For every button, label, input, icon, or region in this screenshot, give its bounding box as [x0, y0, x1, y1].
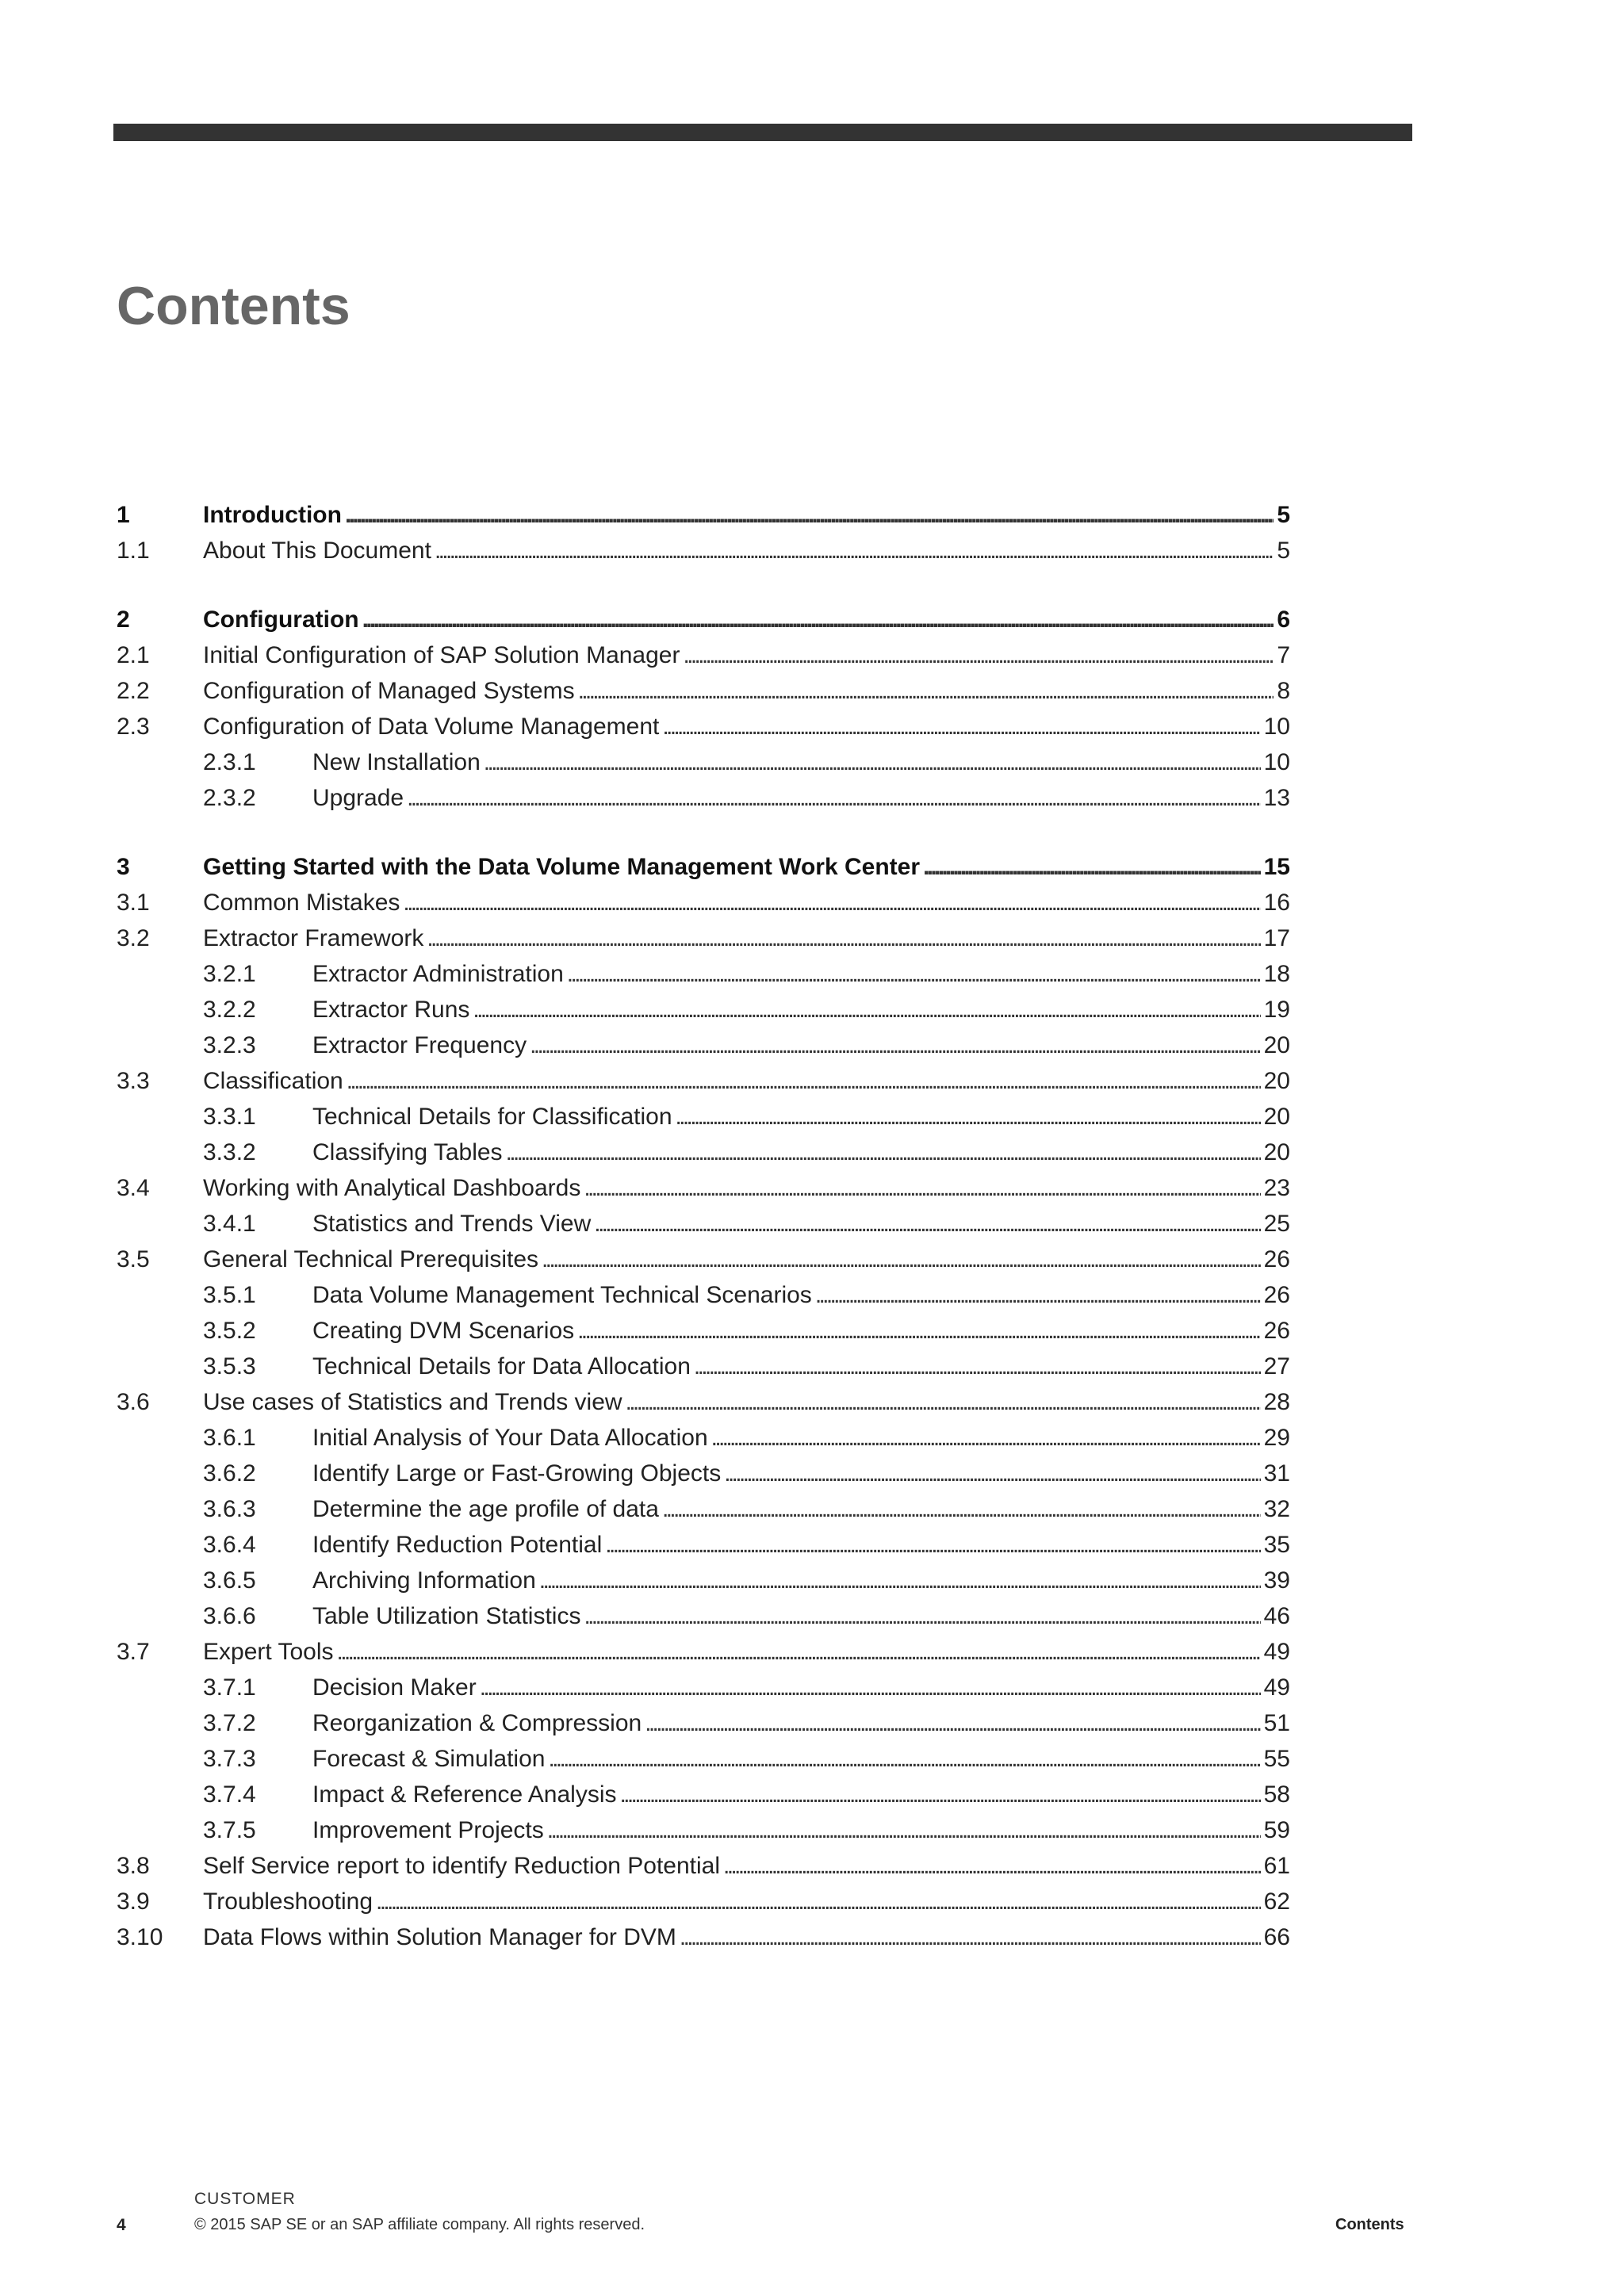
toc-entry-leader-line: [203, 1385, 1290, 1420]
toc-entry-title: Extractor Framework: [203, 925, 424, 951]
toc-entry-number: 3.6.1: [203, 1425, 256, 1451]
toc-entry-page: 25: [1263, 1211, 1290, 1237]
toc-entry-page: 15: [1263, 854, 1290, 880]
toc-dot-leader: [605, 1528, 1260, 1563]
toc-entry-title: Determine the age profile of data: [312, 1496, 659, 1522]
toc-entry-leader-line: [203, 1242, 1290, 1277]
toc-entry[interactable]: [117, 1171, 1290, 1206]
toc-entry[interactable]: [117, 1028, 1290, 1063]
toc-entry-page: 32: [1263, 1496, 1290, 1522]
toc-entry-number: 3.6.3: [203, 1496, 256, 1522]
toc-dot-leader: [645, 1706, 1260, 1741]
toc-entry-page: 20: [1263, 1032, 1290, 1058]
toc-entry-number: 1: [117, 502, 130, 528]
toc-entry-leader-line: [312, 1813, 1290, 1848]
toc-entry-page: 6: [1277, 607, 1290, 633]
toc-entry-leader-line: [203, 498, 1290, 533]
toc-entry-number: 2.3.2: [203, 785, 256, 811]
toc-entry[interactable]: [117, 1813, 1290, 1848]
toc-entry-page: 27: [1263, 1353, 1290, 1380]
toc-entry-leader-line: [312, 1670, 1290, 1705]
toc-dot-leader: [594, 1207, 1260, 1242]
toc-entry-title: Working with Analytical Dashboards: [203, 1175, 581, 1201]
toc-entry[interactable]: [117, 674, 1290, 709]
toc-dot-leader: [724, 1456, 1260, 1491]
toc-entry-number: 3.6.6: [203, 1603, 256, 1629]
toc-entry-leader-line: [312, 1421, 1290, 1456]
toc-entry-page: 10: [1263, 714, 1290, 740]
toc-entry-leader-line: [312, 1207, 1290, 1242]
toc-entry-number: 3.5.2: [203, 1318, 256, 1344]
toc-entry[interactable]: [117, 1777, 1290, 1812]
toc-entry-number: 3.7.5: [203, 1817, 256, 1843]
toc-entry[interactable]: [117, 745, 1290, 780]
toc-entry-leader-line: [203, 710, 1290, 744]
toc-entry[interactable]: [117, 1635, 1290, 1670]
toc-entry-number: 3: [117, 854, 130, 880]
toc-entry[interactable]: [117, 1349, 1290, 1384]
toc-dot-leader: [620, 1777, 1261, 1812]
toc-entry-page: 10: [1263, 749, 1290, 775]
toc-entry-page: 59: [1263, 1817, 1290, 1843]
toc-entry-number: 3.5.1: [203, 1282, 256, 1308]
toc-entry-number: 3.4.1: [203, 1211, 256, 1237]
toc-entry-number: 3.7.4: [203, 1781, 256, 1808]
toc-entry-title: Configuration of Managed Systems: [203, 678, 575, 704]
toc-entry-title: Statistics and Trends View: [312, 1211, 592, 1237]
toc-entry-leader-line: [312, 1563, 1290, 1598]
toc-entry-title: Use cases of Statistics and Trends view: [203, 1389, 622, 1415]
toc-entry-number: 3.6.5: [203, 1567, 256, 1594]
toc-entry-page: 16: [1263, 890, 1290, 916]
toc-entry-leader-line: [312, 993, 1290, 1027]
toc-entry-number: 2: [117, 607, 130, 633]
toc-entry[interactable]: [117, 1920, 1290, 1955]
toc-entry-number: 3.6.4: [203, 1532, 256, 1558]
toc-entry[interactable]: [117, 1135, 1290, 1170]
toc-entry[interactable]: [117, 1599, 1290, 1634]
toc-entry-leader-line: [312, 1777, 1290, 1812]
toc-dot-leader: [345, 498, 1274, 533]
toc-entry-page: 61: [1263, 1853, 1290, 1879]
toc-entry[interactable]: [117, 1314, 1290, 1349]
toc-entry-leader-line: [203, 603, 1290, 637]
toc-entry-title: Forecast & Simulation: [312, 1746, 546, 1772]
toc-dot-leader: [662, 710, 1260, 744]
toc-entry-page: 39: [1263, 1567, 1290, 1594]
toc-dot-leader: [723, 1849, 1261, 1884]
toc-dot-leader: [435, 534, 1274, 568]
toc-entry[interactable]: [117, 1563, 1290, 1598]
toc-entry-leader-line: [203, 921, 1290, 956]
toc-dot-leader: [530, 1028, 1261, 1063]
toc-entry[interactable]: [117, 781, 1290, 816]
toc-entry-number: 3.3: [117, 1068, 150, 1094]
toc-entry[interactable]: [117, 534, 1290, 568]
toc-entry-leader-line: [203, 534, 1290, 568]
toc-entry-page: 17: [1263, 925, 1290, 951]
toc-entry-page: 46: [1263, 1603, 1290, 1629]
toc-entry[interactable]: [117, 1706, 1290, 1741]
toc-entry-leader-line: [203, 1885, 1290, 1919]
toc-dot-leader: [337, 1635, 1261, 1670]
toc-entry-number: 3.7: [117, 1639, 150, 1665]
toc-entry-leader-line: [312, 1599, 1290, 1634]
toc-entry[interactable]: [117, 850, 1290, 885]
toc-entry[interactable]: [117, 710, 1290, 744]
toc-entry-page: 18: [1263, 961, 1290, 987]
toc-dot-leader: [473, 993, 1260, 1027]
toc-entry-leader-line: [203, 1635, 1290, 1670]
toc-entry[interactable]: [117, 1421, 1290, 1456]
toc-entry-page: 20: [1263, 1104, 1290, 1130]
toc-entry-title: Decision Maker: [312, 1674, 477, 1701]
toc-entry-title: Classification: [203, 1068, 343, 1094]
toc-entry-leader-line: [312, 1742, 1290, 1777]
toc-entry-title: General Technical Prerequisites: [203, 1246, 539, 1272]
toc-entry-title: Impact & Reference Analysis: [312, 1781, 617, 1808]
toc-entry-page: 5: [1277, 538, 1290, 564]
toc-dot-leader: [403, 886, 1260, 920]
toc-entry-title: Upgrade: [312, 785, 404, 811]
toc-entry-title: Data Flows within Solution Manager for DVM: [203, 1924, 676, 1950]
toc-entry-title: Initial Configuration of SAP Solution Manager: [203, 642, 680, 668]
toc-entry[interactable]: [117, 886, 1290, 920]
toc-entry-number: 3.7.3: [203, 1746, 256, 1772]
toc-entry-leader-line: [203, 1171, 1290, 1206]
toc-entry-number: 2.3.1: [203, 749, 256, 775]
toc-entry-number: 1.1: [117, 538, 150, 564]
toc-entry-number: 2.2: [117, 678, 150, 704]
toc-dot-leader: [680, 1920, 1261, 1955]
toc-entry-page: 26: [1263, 1246, 1290, 1272]
toc-entry-number: 3.4: [117, 1175, 150, 1201]
toc-entry-title: Common Mistakes: [203, 890, 400, 916]
toc-dot-leader: [539, 1563, 1261, 1598]
toc-entry-number: 3.10: [117, 1924, 163, 1950]
toc-entry-page: 31: [1263, 1460, 1290, 1487]
toc-entry[interactable]: [117, 1064, 1290, 1099]
toc-entry-title: Creating DVM Scenarios: [312, 1318, 575, 1344]
toc-entry-number: 3.2: [117, 925, 150, 951]
toc-dot-leader: [542, 1242, 1261, 1277]
toc-entry[interactable]: [117, 993, 1290, 1027]
toc-dot-leader: [694, 1349, 1261, 1384]
toc-entry-page: 13: [1263, 785, 1290, 811]
toc-entry-leader-line: [312, 1349, 1290, 1384]
footer-classification: CUSTOMER: [194, 2190, 296, 2208]
toc-entry-title: Introduction: [203, 502, 342, 528]
toc-dot-leader: [676, 1100, 1261, 1135]
page-title: Contents: [117, 276, 350, 336]
toc-entry-leader-line: [312, 1492, 1290, 1527]
toc-entry-title: About This Document: [203, 538, 431, 564]
toc-entry-page: 8: [1277, 678, 1290, 704]
toc-entry[interactable]: [117, 638, 1290, 673]
toc-entry[interactable]: [117, 921, 1290, 956]
toc-entry-number: 3.3.2: [203, 1139, 256, 1165]
toc-entry-number: 3.9: [117, 1888, 150, 1915]
toc-entry-number: 3.7.2: [203, 1710, 256, 1736]
footer-copyright: © 2015 SAP SE or an SAP affiliate company. All rights reserved.: [194, 2216, 645, 2233]
toc-entry-page: 49: [1263, 1639, 1290, 1665]
toc-entry-leader-line: [312, 1528, 1290, 1563]
toc-entry-leader-line: [203, 1849, 1290, 1884]
toc-dot-leader: [578, 674, 1274, 709]
toc-entry-title: Archiving Information: [312, 1567, 536, 1594]
toc-entry-number: 3.6.2: [203, 1460, 256, 1487]
toc-entry-leader-line: [312, 1456, 1290, 1491]
toc-entry[interactable]: [117, 498, 1290, 533]
toc-entry-leader-line: [312, 1028, 1290, 1063]
toc-dot-leader: [584, 1171, 1260, 1206]
toc-entry-title: Self Service report to identify Reduction Potential: [203, 1853, 721, 1879]
toc-entry-title: Technical Details for Data Allocation: [312, 1353, 691, 1380]
toc-entry-page: 49: [1263, 1674, 1290, 1701]
toc-entry[interactable]: [117, 1885, 1290, 1919]
toc-dot-leader: [506, 1135, 1261, 1170]
toc-entry[interactable]: [117, 1385, 1290, 1420]
toc-entry[interactable]: [117, 1849, 1290, 1884]
toc-dot-leader: [577, 1314, 1260, 1349]
toc-entry-leader-line: [312, 745, 1290, 780]
toc-entry-leader-line: [203, 1920, 1290, 1955]
toc-entry[interactable]: [117, 1100, 1290, 1135]
toc-entry-title: Extractor Frequency: [312, 1032, 527, 1058]
toc-entry-title: Configuration: [203, 607, 359, 633]
toc-entry-page: 26: [1263, 1318, 1290, 1344]
toc-entry-title: Data Volume Management Technical Scenarios: [312, 1282, 812, 1308]
toc-entry-page: 26: [1263, 1282, 1290, 1308]
toc-entry-title: Reorganization & Compression: [312, 1710, 642, 1736]
toc-dot-leader: [362, 603, 1274, 637]
toc-entry-leader-line: [312, 1100, 1290, 1135]
toc-entry-title: Initial Analysis of Your Data Allocation: [312, 1425, 708, 1451]
toc-entry-title: Identify Large or Fast-Growing Objects: [312, 1460, 722, 1487]
toc-dot-leader: [347, 1064, 1261, 1099]
toc-entry-page: 28: [1263, 1389, 1290, 1415]
toc-entry-page: 62: [1263, 1888, 1290, 1915]
toc-entry-leader-line: [312, 1135, 1290, 1170]
toc-dot-leader: [567, 957, 1261, 992]
toc-entry[interactable]: [117, 1456, 1290, 1491]
header-bar: [113, 124, 1412, 141]
toc-entry-page: 19: [1263, 997, 1290, 1023]
toc-entry-leader-line: [312, 957, 1290, 992]
toc-entry[interactable]: [117, 603, 1290, 637]
toc-entry-leader-line: [312, 1706, 1290, 1741]
toc-entry-leader-line: [203, 1064, 1290, 1099]
toc-entry-number: 2.3: [117, 714, 150, 740]
toc-entry-leader-line: [203, 638, 1290, 673]
toc-entry-number: 3.1: [117, 890, 150, 916]
toc-dot-leader: [662, 1492, 1261, 1527]
toc-entry-title: New Installation: [312, 749, 481, 775]
toc-entry-number: 3.5: [117, 1246, 150, 1272]
toc-entry-title: Extractor Administration: [312, 961, 564, 987]
toc-entry-number: 2.1: [117, 642, 150, 668]
toc-entry-title: Configuration of Data Volume Management: [203, 714, 660, 740]
toc-entry-number: 3.8: [117, 1853, 150, 1879]
footer-section-name: Contents: [1335, 2216, 1404, 2233]
toc-entry-page: 58: [1263, 1781, 1290, 1808]
toc-entry-page: 5: [1277, 502, 1290, 528]
toc-entry-title: Improvement Projects: [312, 1817, 544, 1843]
toc-entry-number: 3.6: [117, 1389, 150, 1415]
toc-entry[interactable]: [117, 1278, 1290, 1313]
toc-dot-leader: [815, 1278, 1261, 1313]
toc-entry-title: Table Utilization Statistics: [312, 1603, 581, 1629]
toc-dot-leader: [548, 1742, 1260, 1777]
toc-entry-number: 3.5.3: [203, 1353, 256, 1380]
toc-entry-title: Expert Tools: [203, 1639, 334, 1665]
toc-entry[interactable]: [117, 1207, 1290, 1242]
toc-entry-page: 20: [1263, 1139, 1290, 1165]
toc-dot-leader: [484, 745, 1261, 780]
toc-entry-title: Classifying Tables: [312, 1139, 503, 1165]
toc-entry-number: 3.2.2: [203, 997, 256, 1023]
toc-dot-leader: [427, 921, 1260, 956]
toc-entry-number: 3.3.1: [203, 1104, 256, 1130]
toc-entry-page: 7: [1277, 642, 1290, 668]
toc-entry-leader-line: [312, 781, 1290, 816]
toc-entry-number: 3.2.3: [203, 1032, 256, 1058]
toc-dot-leader: [711, 1421, 1261, 1456]
toc-entry-title: Technical Details for Classification: [312, 1104, 672, 1130]
toc-entry[interactable]: [117, 1492, 1290, 1527]
toc-dot-leader: [547, 1813, 1261, 1848]
toc-entry-number: 3.2.1: [203, 961, 256, 987]
toc-entry-page: 23: [1263, 1175, 1290, 1201]
toc-dot-leader: [584, 1599, 1260, 1634]
toc-entry[interactable]: [117, 1242, 1290, 1277]
toc-entry[interactable]: [117, 1670, 1290, 1705]
toc-entry-title: Troubleshooting: [203, 1888, 373, 1915]
toc-entry-page: 29: [1263, 1425, 1290, 1451]
toc-dot-leader: [376, 1885, 1261, 1919]
toc-dot-leader: [407, 781, 1261, 816]
toc-dot-leader: [923, 850, 1261, 885]
toc-entry[interactable]: [117, 1528, 1290, 1563]
toc-entry-leader-line: [203, 850, 1290, 885]
toc-entry-title: Extractor Runs: [312, 997, 470, 1023]
toc-dot-leader: [626, 1385, 1261, 1420]
toc-entry-page: 55: [1263, 1746, 1290, 1772]
toc-entry[interactable]: [117, 1742, 1290, 1777]
toc-entry-leader-line: [203, 674, 1290, 709]
toc-entry-title: Identify Reduction Potential: [312, 1532, 603, 1558]
toc-dot-leader: [683, 638, 1274, 673]
toc-entry-leader-line: [203, 886, 1290, 920]
footer-page-number: 4: [117, 2216, 126, 2234]
toc-entry-page: 51: [1263, 1710, 1290, 1736]
toc-entry-leader-line: [312, 1314, 1290, 1349]
toc-entry-page: 35: [1263, 1532, 1290, 1558]
toc-entry-page: 20: [1263, 1068, 1290, 1094]
toc-entry[interactable]: [117, 957, 1290, 992]
toc-entry-number: 3.7.1: [203, 1674, 256, 1701]
toc-entry-page: 66: [1263, 1924, 1290, 1950]
toc-entry-leader-line: [312, 1278, 1290, 1313]
toc-dot-leader: [480, 1670, 1261, 1705]
toc-entry-title: Getting Started with the Data Volume Management Work Center: [203, 854, 921, 880]
